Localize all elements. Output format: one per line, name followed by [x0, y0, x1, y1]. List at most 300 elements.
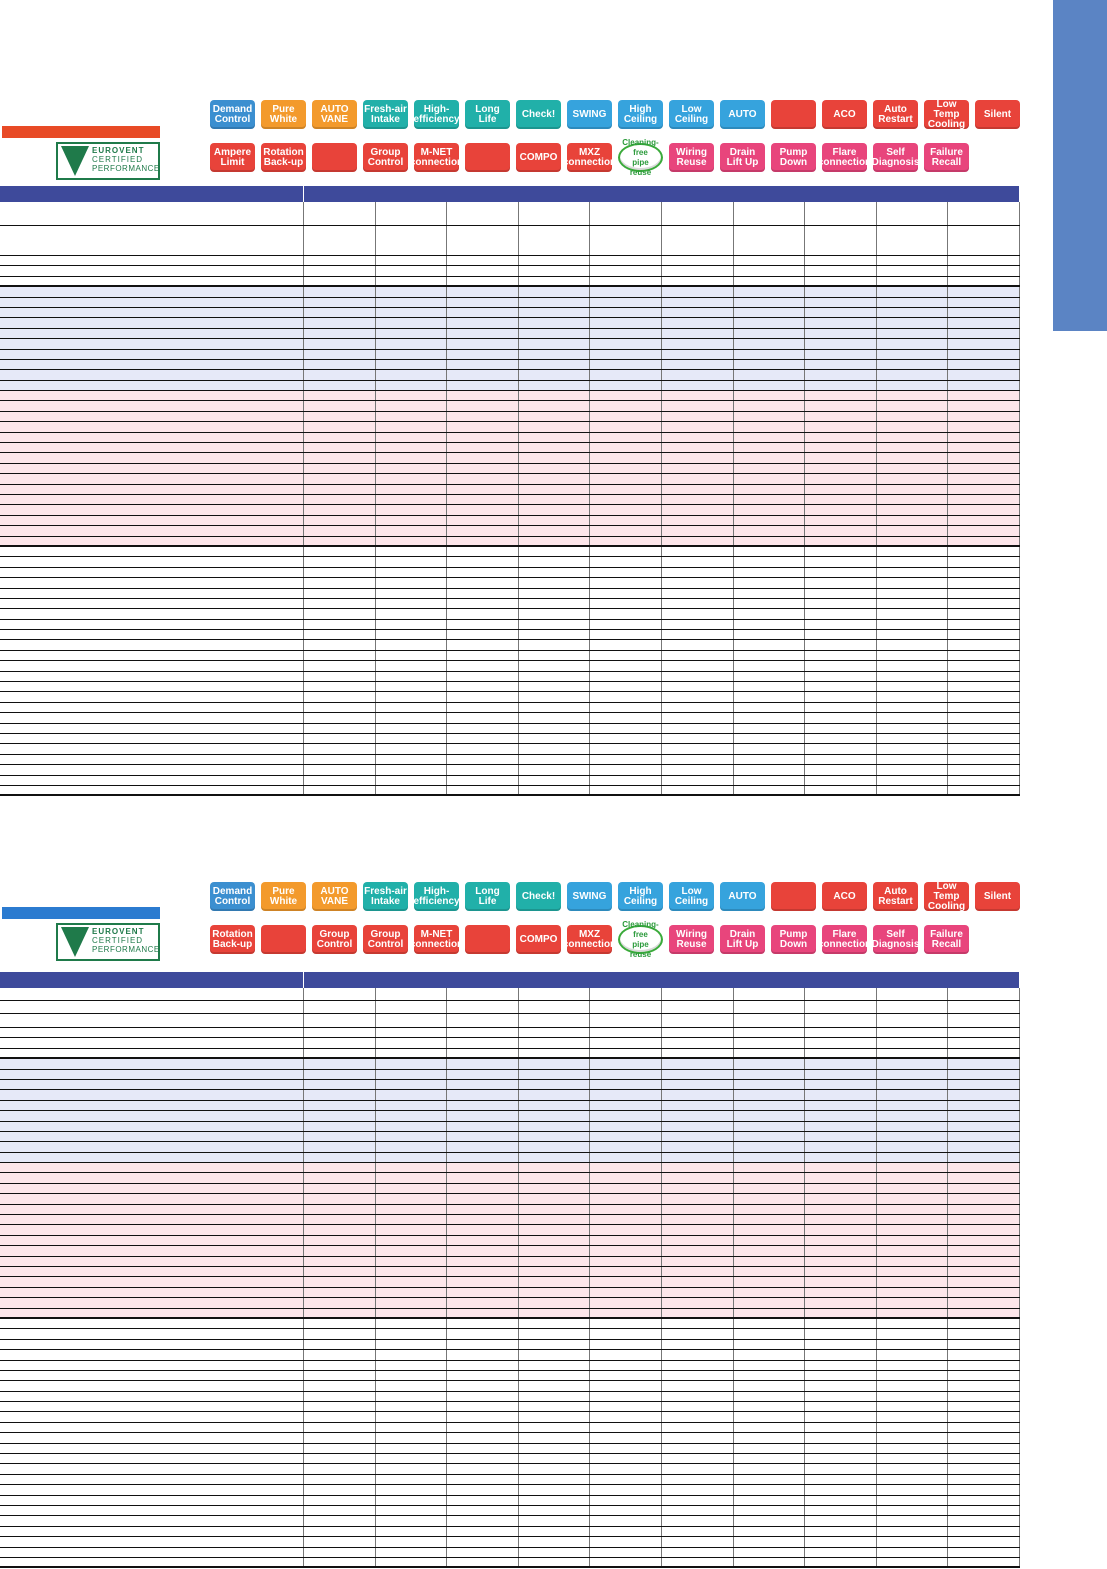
value-cell: [519, 1444, 591, 1453]
row-label-cell: [0, 1277, 304, 1286]
value-cell: [376, 495, 448, 504]
value-cell: [877, 1153, 949, 1162]
value-cell: [734, 1236, 806, 1245]
value-cell: [447, 1454, 519, 1463]
value-cell: [948, 226, 1020, 255]
value-cell: [590, 505, 662, 514]
value-cell: [734, 202, 806, 225]
row-label-cell: [0, 1329, 304, 1338]
table-row: [0, 755, 1020, 765]
value-cell: [805, 1142, 877, 1151]
value-cell: [805, 1267, 877, 1276]
value-cell: [662, 1070, 734, 1079]
value-cell: [519, 734, 591, 743]
value-cell: [662, 298, 734, 307]
value-cell: [447, 329, 519, 338]
value-cell: [877, 620, 949, 629]
feature-icon: Fresh-air Intake: [363, 100, 408, 129]
value-cell: [376, 1257, 448, 1266]
table-row: [0, 1101, 1020, 1111]
value-cell: [805, 1080, 877, 1089]
value-cell: [519, 1267, 591, 1276]
value-cell: [590, 537, 662, 545]
value-cell: [948, 391, 1020, 400]
value-cell: [304, 256, 376, 265]
value-cell: [376, 412, 448, 421]
table-row: [0, 713, 1020, 723]
table-row: [0, 308, 1020, 318]
value-cell: [304, 1392, 376, 1401]
value-cell: [376, 713, 448, 722]
table-row: [0, 329, 1020, 339]
value-cell: [590, 1122, 662, 1131]
value-cell: [376, 1309, 448, 1317]
table-row: [0, 682, 1020, 692]
value-cell: [304, 226, 376, 255]
row-label-cell: [0, 505, 304, 514]
value-cell: [662, 682, 734, 691]
value-cell: [519, 651, 591, 660]
value-cell: [734, 1163, 806, 1172]
feature-icon: M-NET connection: [414, 925, 459, 954]
table-row: [0, 443, 1020, 453]
feature-icon: Low Temp Cooling: [924, 882, 969, 911]
value-cell: [304, 1277, 376, 1286]
value-cell: [948, 1001, 1020, 1013]
table-row: [0, 360, 1020, 370]
value-cell: [304, 1340, 376, 1349]
value-cell: [590, 226, 662, 255]
value-cell: [662, 537, 734, 545]
value-cell: [662, 1485, 734, 1494]
row-label-cell: [0, 1014, 304, 1027]
value-cell: [805, 505, 877, 514]
value-cell: [590, 1298, 662, 1307]
value-cell: [590, 1277, 662, 1286]
value-cell: [304, 547, 376, 556]
row-label-cell: [0, 318, 304, 327]
value-cell: [447, 1537, 519, 1546]
value-cell: [376, 1392, 448, 1401]
value-cell: [948, 1142, 1020, 1151]
table-row: [0, 516, 1020, 526]
row-label-cell: [0, 1340, 304, 1349]
value-cell: [948, 308, 1020, 317]
value-cell: [447, 266, 519, 275]
value-cell: [877, 672, 949, 681]
value-cell: [590, 1090, 662, 1099]
value-cell: [590, 1381, 662, 1390]
value-cell: [877, 1122, 949, 1131]
value-cell: [662, 1236, 734, 1245]
row-label-cell: [0, 1319, 304, 1328]
table-row: [0, 1423, 1020, 1433]
value-cell: [304, 1080, 376, 1089]
value-cell: [304, 703, 376, 712]
value-cell: [590, 1548, 662, 1557]
value-cell: [519, 226, 591, 255]
value-cell: [590, 1080, 662, 1089]
value-cell: [948, 329, 1020, 338]
row-label-cell: [0, 1205, 304, 1214]
value-cell: [304, 724, 376, 733]
value-cell: [662, 1527, 734, 1536]
value-cell: [304, 765, 376, 774]
row-label-cell: [0, 1537, 304, 1546]
value-cell: [948, 672, 1020, 681]
value-cell: [662, 526, 734, 535]
row-label-cell: [0, 266, 304, 275]
value-cell: [877, 755, 949, 764]
value-cell: [376, 672, 448, 681]
feature-icon: Demand Control: [210, 882, 255, 911]
value-cell: [447, 744, 519, 753]
value-cell: [948, 1173, 1020, 1182]
value-cell: [734, 505, 806, 514]
value-cell: [447, 308, 519, 317]
value-cell: [447, 1038, 519, 1047]
value-cell: [376, 1444, 448, 1453]
feature-icon: High Ceiling: [618, 100, 663, 129]
value-cell: [447, 703, 519, 712]
feature-icon: SWING: [567, 882, 612, 911]
value-cell: [376, 1464, 448, 1473]
table-row: [0, 226, 1020, 256]
value-cell: [662, 1001, 734, 1013]
value-cell: [805, 339, 877, 348]
value-cell: [877, 1371, 949, 1380]
value-cell: [662, 1038, 734, 1047]
value-cell: [948, 734, 1020, 743]
value-cell: [376, 703, 448, 712]
value-cell: [376, 1558, 448, 1566]
value-cell: [662, 1402, 734, 1411]
value-cell: [519, 1392, 591, 1401]
value-cell: [805, 474, 877, 483]
value-cell: [519, 1001, 591, 1013]
value-cell: [805, 1412, 877, 1421]
value-cell: [662, 381, 734, 390]
value-cell: [376, 734, 448, 743]
value-cell: [304, 516, 376, 525]
value-cell: [447, 661, 519, 670]
value-cell: [877, 609, 949, 618]
value-cell: [447, 277, 519, 285]
value-cell: [376, 1080, 448, 1089]
value-cell: [447, 1381, 519, 1390]
value-cell: [734, 422, 806, 431]
value-cell: [948, 505, 1020, 514]
value-cell: [590, 433, 662, 442]
value-cell: [734, 1464, 806, 1473]
value-cell: [805, 547, 877, 556]
value-cell: [734, 360, 806, 369]
value-cell: [447, 1444, 519, 1453]
value-cell: [447, 1153, 519, 1162]
value-cell: [519, 1090, 591, 1099]
value-cell: [877, 661, 949, 670]
value-cell: [948, 744, 1020, 753]
row-label-cell: [0, 988, 304, 1000]
value-cell: [376, 1506, 448, 1515]
value-cell: [734, 1090, 806, 1099]
value-cell: [662, 1111, 734, 1120]
value-cell: [590, 412, 662, 421]
table-row: [0, 1059, 1020, 1069]
value-cell: [376, 547, 448, 556]
row-label-cell: [0, 765, 304, 774]
value-cell: [662, 1163, 734, 1172]
value-cell: [877, 1132, 949, 1141]
row-label-cell: [0, 578, 304, 587]
icon-row: [210, 919, 1022, 959]
row-label-cell: [0, 1122, 304, 1131]
value-cell: [590, 391, 662, 400]
value-cell: [877, 485, 949, 494]
value-cell: [805, 1475, 877, 1484]
value-cell: [734, 988, 806, 1000]
table-row: [0, 1205, 1020, 1215]
value-cell: [734, 401, 806, 410]
row-label-cell: [0, 1038, 304, 1047]
value-cell: [519, 1464, 591, 1473]
value-cell: [376, 287, 448, 296]
value-cell: [590, 1329, 662, 1338]
value-cell: [877, 599, 949, 608]
value-cell: [948, 1371, 1020, 1380]
value-cell: [948, 1433, 1020, 1442]
value-cell: [948, 1319, 1020, 1328]
value-cell: [304, 318, 376, 327]
value-cell: [805, 1236, 877, 1245]
value-cell: [590, 651, 662, 660]
row-label-cell: [0, 1173, 304, 1182]
value-cell: [304, 1014, 376, 1027]
value-cell: [662, 1444, 734, 1453]
value-cell: [662, 1319, 734, 1328]
value-cell: [304, 298, 376, 307]
value-cell: [948, 786, 1020, 794]
value-cell: [877, 1288, 949, 1297]
value-cell: [734, 1381, 806, 1390]
value-cell: [877, 1215, 949, 1224]
value-cell: [304, 1516, 376, 1525]
value-cell: [734, 339, 806, 348]
value-cell: [304, 609, 376, 618]
value-cell: [662, 744, 734, 753]
value-cell: [734, 474, 806, 483]
table-row: [0, 1070, 1020, 1080]
value-cell: [662, 464, 734, 473]
value-cell: [376, 786, 448, 794]
row-label-cell: [0, 703, 304, 712]
value-cell: [805, 609, 877, 618]
value-cell: [376, 464, 448, 473]
row-label-cell: [0, 744, 304, 753]
value-cell: [877, 318, 949, 327]
value-cell: [519, 256, 591, 265]
table-row: [0, 1194, 1020, 1204]
eurovent-logo: [56, 142, 160, 180]
value-cell: [519, 1319, 591, 1328]
value-cell: [877, 1070, 949, 1079]
table-row: [0, 640, 1020, 650]
value-cell: [304, 1548, 376, 1557]
value-cell: [805, 318, 877, 327]
value-cell: [519, 713, 591, 722]
value-cell: [376, 537, 448, 545]
value-cell: [447, 1163, 519, 1172]
value-cell: [447, 1194, 519, 1203]
value-cell: [376, 1402, 448, 1411]
value-cell: [877, 1173, 949, 1182]
value-cell: [590, 1537, 662, 1546]
value-cell: [447, 256, 519, 265]
value-cell: [734, 1070, 806, 1079]
value-cell: [877, 1028, 949, 1037]
value-cell: [805, 1381, 877, 1390]
value-cell: [734, 620, 806, 629]
row-label-cell: [0, 1392, 304, 1401]
value-cell: [304, 308, 376, 317]
value-cell: [376, 776, 448, 785]
value-cell: [304, 1111, 376, 1120]
feature-icon: COMPO: [516, 925, 561, 954]
row-label-cell: [0, 734, 304, 743]
feature-icon: Pure White: [261, 100, 306, 129]
value-cell: [877, 1205, 949, 1214]
table-row: [0, 786, 1020, 796]
value-cell: [877, 765, 949, 774]
value-cell: [805, 1496, 877, 1505]
value-cell: [805, 516, 877, 525]
value-cell: [519, 1454, 591, 1463]
table-row: [0, 568, 1020, 578]
value-cell: [877, 547, 949, 556]
value-cell: [304, 620, 376, 629]
value-cell: [805, 1464, 877, 1473]
feature-icon: [771, 882, 816, 911]
table-row: [0, 464, 1020, 474]
value-cell: [376, 1111, 448, 1120]
value-cell: [304, 672, 376, 681]
value-cell: [376, 298, 448, 307]
value-cell: [519, 1142, 591, 1151]
value-cell: [590, 609, 662, 618]
feature-icon: [465, 925, 510, 954]
feature-icon: Rotation Back-up: [261, 143, 306, 172]
value-cell: [447, 381, 519, 390]
value-cell: [948, 609, 1020, 618]
feature-icon: Auto Restart: [873, 100, 918, 129]
value-cell: [519, 1527, 591, 1536]
value-cell: [519, 672, 591, 681]
value-cell: [519, 381, 591, 390]
value-cell: [376, 1049, 448, 1057]
table-row: [0, 1173, 1020, 1183]
value-cell: [590, 568, 662, 577]
value-cell: [590, 1014, 662, 1027]
value-cell: [590, 453, 662, 462]
value-cell: [734, 1101, 806, 1110]
row-label-cell: [0, 287, 304, 296]
value-cell: [877, 1319, 949, 1328]
table-row: [0, 724, 1020, 734]
value-cell: [805, 1288, 877, 1297]
value-cell: [304, 1506, 376, 1515]
row-label-cell: [0, 1516, 304, 1525]
value-cell: [376, 1288, 448, 1297]
row-label-cell: [0, 422, 304, 431]
value-cell: [304, 1298, 376, 1307]
value-cell: [376, 401, 448, 410]
value-cell: [519, 1173, 591, 1182]
value-cell: [734, 370, 806, 379]
value-cell: [734, 589, 806, 598]
value-cell: [590, 661, 662, 670]
value-cell: [734, 599, 806, 608]
value-cell: [734, 1173, 806, 1182]
value-cell: [805, 266, 877, 275]
value-cell: [662, 308, 734, 317]
value-cell: [948, 1070, 1020, 1079]
value-cell: [590, 1194, 662, 1203]
table-row: [0, 1257, 1020, 1267]
value-cell: [662, 1381, 734, 1390]
value-cell: [304, 661, 376, 670]
value-cell: [662, 1014, 734, 1027]
value-cell: [447, 350, 519, 359]
value-cell: [447, 360, 519, 369]
value-cell: [877, 1309, 949, 1317]
value-cell: [590, 1153, 662, 1162]
value-cell: [877, 1267, 949, 1276]
value-cell: [447, 370, 519, 379]
row-label-cell: [0, 755, 304, 764]
value-cell: [948, 370, 1020, 379]
value-cell: [376, 516, 448, 525]
table-row: [0, 1049, 1020, 1059]
value-cell: [948, 287, 1020, 296]
row-label-cell: [0, 1485, 304, 1494]
value-cell: [376, 1070, 448, 1079]
value-cell: [304, 1350, 376, 1359]
value-cell: [948, 422, 1020, 431]
value-cell: [590, 765, 662, 774]
value-cell: [590, 640, 662, 649]
value-cell: [376, 381, 448, 390]
row-label-cell: [0, 1371, 304, 1380]
value-cell: [590, 672, 662, 681]
row-label-cell: [0, 453, 304, 462]
value-cell: [447, 640, 519, 649]
value-cell: [734, 1001, 806, 1013]
value-cell: [376, 1361, 448, 1370]
value-cell: [519, 1423, 591, 1432]
value-cell: [877, 1038, 949, 1047]
value-cell: [734, 568, 806, 577]
value-cell: [734, 1444, 806, 1453]
value-cell: [734, 578, 806, 587]
value-cell: [662, 713, 734, 722]
value-cell: [877, 505, 949, 514]
row-label-cell: [0, 1267, 304, 1276]
row-label-cell: [0, 620, 304, 629]
value-cell: [304, 1028, 376, 1037]
value-cell: [376, 1236, 448, 1245]
value-cell: [376, 1225, 448, 1234]
value-cell: [877, 474, 949, 483]
